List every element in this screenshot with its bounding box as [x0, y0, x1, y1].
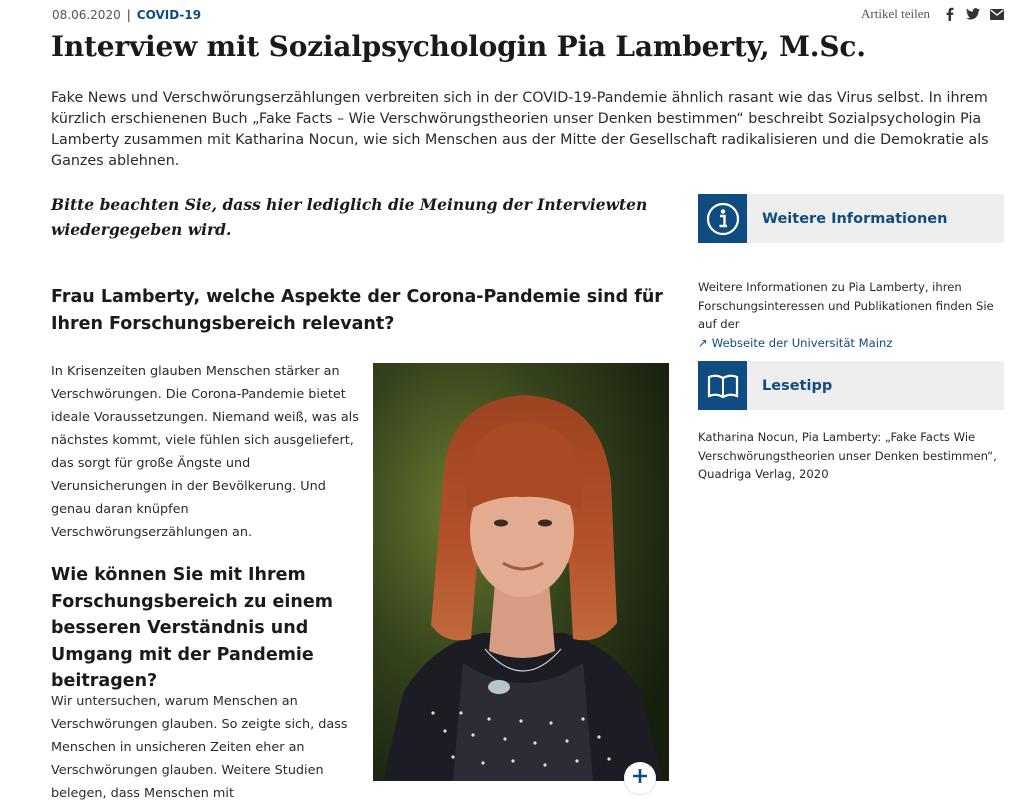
external-link-icon: ↗: [698, 335, 708, 350]
zoom-plus-icon[interactable]: [624, 762, 656, 794]
meta-separator: |: [126, 8, 131, 22]
question-heading-1: Frau Lamberty, welche Aspekte der Corona-Pandemie sind für Ihren Forschungsbereich relevant?: [51, 287, 663, 334]
share-bar: [861, 6, 1004, 22]
reading-tip-box: [698, 361, 1004, 410]
disclaimer-text: Bitte beachten Sie, dass hier lediglich die Meinung der Interviewten wiedergegeben wird.: [51, 195, 648, 239]
further-info-description: Weitere Informationen zu Pia Lamberty, ihren Forschungsinteressen und Publikationen finden Sie auf der: [698, 280, 994, 331]
university-link-label: Webseite der Universität Mainz: [711, 335, 893, 350]
article-intro: Fake News und Verschwörungserzählungen verbreiten sich in der COVID-19-Pandemie ähnlich rasant wie das Virus selbst. In ihrem kürzlich erschienenen Buch „Fake Facts – Wie Verschwörungstheorien unser Denken bestimmen“ beschreibt Sozialpsychologin Pia Lamberty zusammen mit Katharina Nocun, wie sich Menschen aus der Mitte der Gesellschaft radikalisieren und die Demokratie als Ganzes ablehnen.: [51, 90, 989, 169]
mail-icon[interactable]: [990, 7, 1004, 21]
category-link[interactable]: COVID-19: [136, 8, 202, 22]
further-info-text: [698, 278, 1004, 352]
book-icon: [698, 361, 747, 410]
question-heading-2: Wie können Sie mit Ihrem Forschungsbereich zu einem besseren Verständnis und Umgang mit der Pandemie beitragen?: [51, 565, 333, 691]
portrait-photo[interactable]: [373, 363, 669, 781]
share-label: Artikel teilen: [861, 6, 930, 21]
reading-tip-title: Lesetipp: [762, 377, 833, 394]
article-meta: [52, 8, 201, 22]
further-info-title: Weitere Informationen: [762, 210, 948, 227]
page-title: Interview mit Sozialpsychologin Pia Lamberty, M.Sc.: [51, 30, 866, 63]
further-info-box: [698, 194, 1004, 243]
article-date: 08.06.2020: [52, 8, 121, 22]
info-icon: [698, 194, 747, 243]
answer-paragraph-2: Wir untersuchen, warum Menschen an Verschwörungen glauben. So zeigte sich, dass Menschen in unsicheren Zeiten eher an Verschwörungen glauben. Weitere Studien belegen, dass Menschen mit: [51, 694, 348, 801]
reading-tip-text: Katharina Nocun, Pia Lamberty: „Fake Facts Wie Verschwörungstheorien unser Denken bestimmen“, Quadriga Verlag, 2020: [698, 430, 997, 481]
twitter-icon[interactable]: [966, 7, 980, 21]
university-link[interactable]: [698, 336, 892, 350]
answer-paragraph-1: In Krisenzeiten glauben Menschen stärker an Verschwörungen. Die Corona-Pandemie bietet ideale Voraussetzungen. Niemand weiß, was als nächstes kommt, viele fühlen sich ausgeliefert, das sorgt für große Ängste und Verunsicherungen in der Bevölkerung. Und genau daran knüpfen Verschwörungserzählungen an.: [51, 364, 359, 540]
facebook-icon[interactable]: [942, 7, 956, 21]
